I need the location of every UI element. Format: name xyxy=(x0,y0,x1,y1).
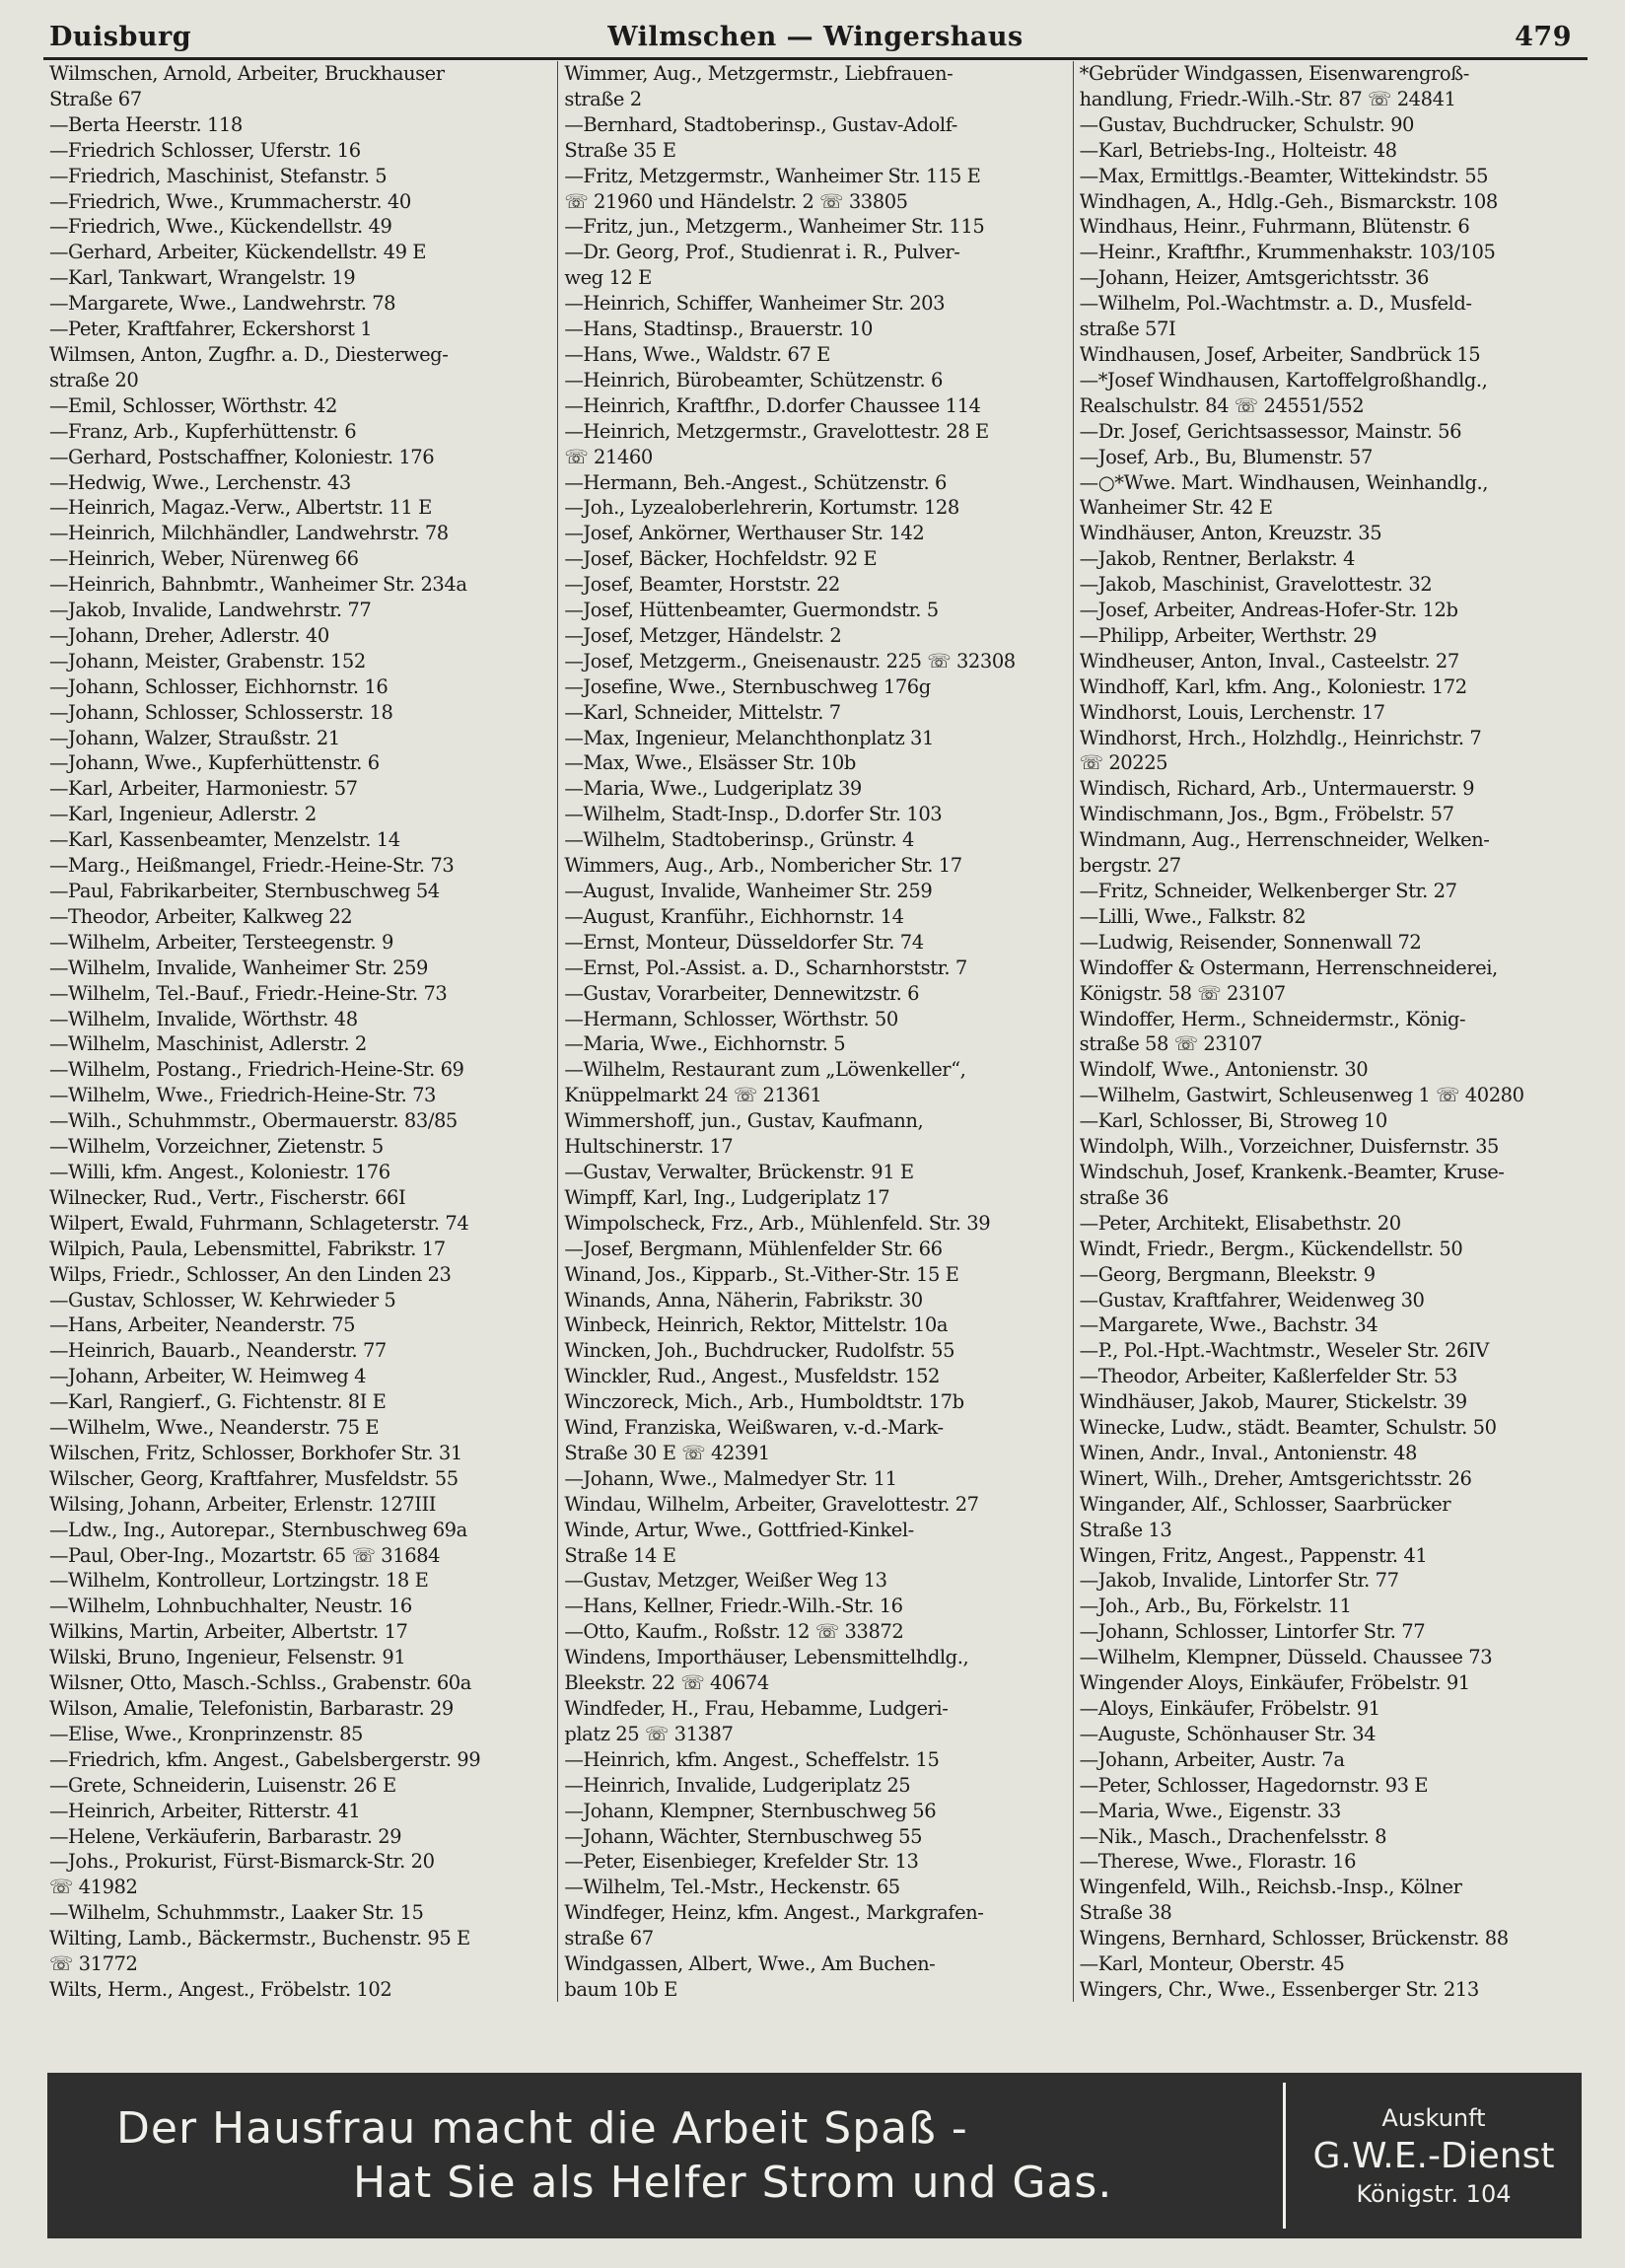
directory-entry: —○*Wwe. Mart. Windhausen, Weinhandlg., xyxy=(1079,470,1488,494)
header-city: Duisburg xyxy=(49,22,192,52)
directory-entry: —Hans, Arbeiter, Neanderstr. 75 xyxy=(49,1313,356,1337)
directory-entry: straße 67 xyxy=(564,1927,654,1950)
directory-entry: —Paul, Fabrikarbeiter, Sternbuschweg 54 xyxy=(49,880,440,902)
directory-entry: Wilpich, Paula, Lebensmittel, Fabrikstr. 17 xyxy=(49,1237,446,1260)
directory-entry: —Wilhelm, Maschinist, Adlerstr. 2 xyxy=(49,1032,367,1056)
directory-entry: Windhaus, Heinr., Fuhrmann, Blütenstr. 6 xyxy=(1079,215,1470,239)
page-header xyxy=(43,18,1588,60)
directory-entry: baum 10b E xyxy=(564,1977,677,2001)
directory-entry: Straße 67 xyxy=(49,87,142,110)
directory-entry: Winand, Jos., Kipparb., St.-Vither-Str. 15 E xyxy=(564,1262,959,1286)
directory-entry: Wilmschen, Arnold, Arbeiter, Bruckhauser xyxy=(49,62,445,85)
directory-entry: Wimmershoff, jun., Gustav, Kaufmann, xyxy=(564,1109,924,1133)
directory-entry: straße 20 xyxy=(49,368,139,391)
directory-entry: —Philipp, Arbeiter, Werthstr. 29 xyxy=(1079,623,1378,647)
directory-entry: —Joh., Lyzealoberlehrerin, Kortumstr. 128 xyxy=(564,496,959,520)
directory-entry: —August, Kranführ., Eichhornstr. 14 xyxy=(564,904,904,928)
directory-entry: Wilmsen, Anton, Zugfhr. a. D., Diesterweg- xyxy=(49,342,449,366)
directory-entry: —Wilhelm, Tel.-Mstr., Heckenstr. 65 xyxy=(564,1876,900,1899)
directory-entry: —Ldw., Ing., Autorepar., Sternbuschweg 69a xyxy=(49,1518,467,1541)
directory-entry: Windheuser, Anton, Inval., Casteelstr. 27 xyxy=(1079,649,1459,673)
directory-entry: —Karl, Tankwart, Wrangelstr. 19 xyxy=(49,266,356,290)
directory-entry: —Hans, Kellner, Friedr.-Wilh.-Str. 16 xyxy=(564,1595,903,1618)
directory-entry: —Johann, Klempner, Sternbuschweg 56 xyxy=(564,1799,937,1822)
page-number: 479 xyxy=(1515,22,1572,52)
directory-entry: Winert, Wilh., Dreher, Amtsgerichtsstr. 26 xyxy=(1079,1466,1472,1490)
directory-entry: Winands, Anna, Näherin, Fabrikstr. 30 xyxy=(564,1288,923,1311)
directory-entry: —Johann, Arbeiter, W. Heimweg 4 xyxy=(49,1365,367,1388)
directory-entry: Wincken, Joh., Buchdrucker, Rudolfstr. 55 xyxy=(564,1339,955,1363)
directory-entry: —Friedrich, kfm. Angest., Gabelsbergerstr. 99 xyxy=(49,1747,481,1771)
directory-entry: —Heinrich, Kraftfhr., D.dorfer Chaussee 114 xyxy=(564,393,981,417)
directory-entry: —Jakob, Invalide, Landwehrstr. 77 xyxy=(49,599,372,622)
directory-entry: Windischmann, Jos., Bgm., Fröbelstr. 57 xyxy=(1079,803,1454,826)
directory-entry: Wilski, Bruno, Ingenieur, Felsenstr. 91 xyxy=(49,1646,406,1669)
directory-entry: —Karl, Betriebs-Ing., Holteistr. 48 xyxy=(1079,138,1397,162)
directory-entry: —Karl, Schlosser, Bi, Stroweg 10 xyxy=(1079,1109,1387,1133)
directory-entry: Windolph, Wilh., Vorzeichner, Duisfernstr. 35 xyxy=(1079,1135,1499,1159)
ad-contact-address: Königstr. 104 xyxy=(1356,2179,1512,2208)
ad-contact-service: G.W.E.-Dienst xyxy=(1312,2135,1555,2176)
directory-entry: —Heinrich, Schiffer, Wanheimer Str. 203 xyxy=(564,292,946,316)
directory-entry: —Johann, Wächter, Sternbuschweg 55 xyxy=(564,1824,923,1848)
directory-entry: *Gebrüder Windgassen, Eisenwarengroß- xyxy=(1079,62,1469,85)
directory-entry: —Ernst, Monteur, Düsseldorfer Str. 74 xyxy=(564,930,924,954)
directory-entry: —Gustav, Schlosser, W. Kehrwieder 5 xyxy=(49,1288,396,1311)
directory-entry: weg 12 E xyxy=(564,266,652,290)
directory-entry: —Heinrich, Bahnbmtr., Wanheimer Str. 234a xyxy=(49,573,467,597)
directory-entry: —Dr. Josef, Gerichtsassessor, Mainstr. 56 xyxy=(1079,419,1462,443)
directory-entry: Wilscher, Georg, Kraftfahrer, Musfeldstr. 55 xyxy=(49,1466,459,1490)
directory-entry: —Wilhelm, Stadtoberinsp., Grünstr. 4 xyxy=(564,828,914,852)
directory-entry: —Gustav, Vorarbeiter, Dennewitzstr. 6 xyxy=(564,981,920,1005)
directory-entry: —Willi, kfm. Angest., Koloniestr. 176 xyxy=(49,1160,390,1183)
ad-contact-box xyxy=(1283,2083,1582,2229)
directory-entry: —Johann, Schlosser, Eichhornstr. 16 xyxy=(49,674,389,698)
directory-entry: Wimmer, Aug., Metzgermstr., Liebfrauen- xyxy=(564,62,954,85)
directory-entry: —Jakob, Rentner, Berlakstr. 4 xyxy=(1079,547,1355,571)
directory-entry: —Dr. Georg, Prof., Studienrat i. R., Pulver- xyxy=(564,241,960,264)
directory-entry: —Karl, Ingenieur, Adlerstr. 2 xyxy=(49,803,317,826)
directory-entry: straße 58 ☏ 23107 xyxy=(1079,1032,1263,1056)
directory-entry: Windhorst, Hrch., Holzhdlg., Heinrichstr. 7 xyxy=(1079,726,1482,749)
directory-entry: —Fritz, Schneider, Welkenberger Str. 27 xyxy=(1079,880,1457,902)
directory-entry: —Heinrich, kfm. Angest., Scheffelstr. 15 xyxy=(564,1747,940,1771)
directory-entry: Windhoff, Karl, kfm. Ang., Koloniestr. 172 xyxy=(1079,674,1467,698)
directory-entry: —Gerhard, Arbeiter, Kückendellstr. 49 E xyxy=(49,241,427,264)
directory-entry: Wingenfeld, Wilh., Reichsb.-Insp., Kölner xyxy=(1079,1876,1462,1899)
directory-entry: Winde, Artur, Wwe., Gottfried-Kinkel- xyxy=(564,1518,914,1541)
directory-entry: —Josef, Metzgerm., Gneisenaustr. 225 ☏ 32308 xyxy=(564,649,1016,673)
directory-entry: —Max, Ermittlgs.-Beamter, Wittekindstr. 55 xyxy=(1079,164,1489,187)
directory-entry: straße 57I xyxy=(1079,318,1176,341)
directory-entry: Wingen, Fritz, Angest., Pappenstr. 41 xyxy=(1079,1543,1428,1567)
directory-entry: —Jakob, Maschinist, Gravelottestr. 32 xyxy=(1079,573,1433,597)
directory-entry: —Josef, Bergmann, Mühlenfelder Str. 66 xyxy=(564,1237,943,1260)
directory-entry: Windt, Friedr., Bergm., Kückendellstr. 50 xyxy=(1079,1237,1463,1260)
directory-entry: —Emil, Schlosser, Wörthstr. 42 xyxy=(49,393,337,417)
directory-entry: —Karl, Arbeiter, Harmoniestr. 57 xyxy=(49,777,358,801)
directory-entry: —Ernst, Pol.-Assist. a. D., Scharnhorststr. 7 xyxy=(564,956,967,979)
directory-entry: platz 25 ☏ 31387 xyxy=(564,1722,734,1745)
directory-entry: Bleekstr. 22 ☏ 40674 xyxy=(564,1671,769,1695)
directory-entry: —Elise, Wwe., Kronprinzenstr. 85 xyxy=(49,1722,364,1745)
directory-entry: —Josef, Metzger, Händelstr. 2 xyxy=(564,623,842,647)
directory-entry: —Johann, Walzer, Straußstr. 21 xyxy=(49,726,340,749)
directory-entry: —Marg., Heißmangel, Friedr.-Heine-Str. 73 xyxy=(49,854,455,878)
directory-entry: —Therese, Wwe., Florastr. 16 xyxy=(1079,1850,1357,1874)
directory-entry: —Josefine, Wwe., Sternbuschweg 176g xyxy=(564,674,931,698)
directory-entry: Windhausen, Josef, Arbeiter, Sandbrück 15 xyxy=(1079,342,1481,366)
directory-entry: —Wilhelm, Klempner, Düsseld. Chaussee 73 xyxy=(1079,1646,1493,1669)
directory-entry: —Wilh., Schuhmmstr., Obermauerstr. 83/85 xyxy=(49,1109,458,1133)
directory-entry: —Theodor, Arbeiter, Kaßlerfelder Str. 53 xyxy=(1079,1365,1457,1388)
directory-entry: —Maria, Wwe., Eichhornstr. 5 xyxy=(564,1032,846,1056)
directory-entry: —Jakob, Invalide, Lintorfer Str. 77 xyxy=(1079,1569,1399,1593)
directory-entry: Wilpert, Ewald, Fuhrmann, Schlageterstr. 74 xyxy=(49,1211,469,1235)
directory-entry: —Wilhelm, Arbeiter, Tersteegenstr. 9 xyxy=(49,930,393,954)
directory-entry: Windens, Importhäuser, Lebensmittelhdlg., xyxy=(564,1646,969,1669)
directory-entry: —Johann, Schlosser, Schlosserstr. 18 xyxy=(49,700,393,724)
directory-entry: Wilts, Herm., Angest., Fröbelstr. 102 xyxy=(49,1977,392,2001)
directory-entry: Windmann, Aug., Herrenschneider, Welken- xyxy=(1079,828,1490,852)
directory-entry: —Gustav, Kraftfahrer, Weidenweg 30 xyxy=(1079,1288,1425,1311)
ad-slogan-line-1: Der Hausfrau macht die Arbeit Spaß - xyxy=(116,2103,968,2154)
directory-entry: —Margarete, Wwe., Bachstr. 34 xyxy=(1079,1313,1378,1337)
directory-entry: —Hans, Stadtinsp., Brauerstr. 10 xyxy=(564,318,873,341)
directory-entry: —Wilhelm, Wwe., Neanderstr. 75 E xyxy=(49,1416,380,1440)
directory-entry: —Peter, Schlosser, Hagedornstr. 93 E xyxy=(1079,1773,1429,1797)
directory-entry: Straße 38 xyxy=(1079,1901,1172,1925)
directory-entry: Straße 30 E ☏ 42391 xyxy=(564,1441,770,1464)
directory-entry: Straße 35 E xyxy=(564,138,676,162)
directory-entry: —Johann, Wwe., Kupferhüttenstr. 6 xyxy=(49,751,380,775)
directory-entry: Windoffer, Herm., Schneidermstr., König- xyxy=(1079,1007,1466,1030)
directory-entry: —Karl, Rangierf., G. Fichtenstr. 8I E xyxy=(49,1390,387,1414)
directory-entry: —Heinrich, Magaz.-Verw., Albertstr. 11 E xyxy=(49,496,432,520)
ad-contact-label: Auskunft xyxy=(1381,2103,1486,2132)
directory-entry: Wilkins, Martin, Arbeiter, Albertstr. 17 xyxy=(49,1620,408,1644)
directory-entry: —Heinrich, Weber, Nürenweg 66 xyxy=(49,547,359,571)
directory-entry: Wilson, Amalie, Telefonistin, Barbarastr. 29 xyxy=(49,1697,454,1720)
directory-entry: Wimmers, Aug., Arb., Nombericher Str. 17 xyxy=(564,854,962,878)
directory-entry: —Josef, Hüttenbeamter, Guermondstr. 5 xyxy=(564,599,939,622)
directory-entry: —Georg, Bergmann, Bleekstr. 9 xyxy=(1079,1262,1376,1286)
directory-entry: —August, Invalide, Wanheimer Str. 259 xyxy=(564,880,933,902)
directory-entry: —Hermann, Schlosser, Wörthstr. 50 xyxy=(564,1007,898,1030)
directory-entry: —Wilhelm, Restaurant zum „Löwenkeller“, xyxy=(564,1058,966,1082)
directory-entry: —Josef, Arbeiter, Andreas-Hofer-Str. 12b xyxy=(1079,599,1458,622)
directory-entry: —Ludwig, Reisender, Sonnenwall 72 xyxy=(1079,930,1422,954)
directory-entry: —Grete, Schneiderin, Luisenstr. 26 E xyxy=(49,1773,396,1797)
directory-entry: —Theodor, Arbeiter, Kalkweg 22 xyxy=(49,904,353,928)
directory-entry: —Johs., Prokurist, Fürst-Bismarck-Str. 20 xyxy=(49,1850,435,1874)
directory-entry: —Wilhelm, Schuhmmstr., Laaker Str. 15 xyxy=(49,1901,424,1925)
directory-entry: —Peter, Kraftfahrer, Eckershorst 1 xyxy=(49,318,373,341)
directory-entry: ☏ 20225 xyxy=(1079,751,1168,775)
directory-entry: straße 2 xyxy=(564,87,642,110)
directory-entry: handlung, Friedr.-Wilh.-Str. 87 ☏ 24841 xyxy=(1079,87,1456,110)
directory-column-1 xyxy=(43,61,558,2002)
directory-entry: Windisch, Richard, Arb., Untermauerstr. 9 xyxy=(1079,777,1475,801)
directory-entry: —Friedrich, Maschinist, Stefanstr. 5 xyxy=(49,164,388,187)
directory-entry: —Johann, Schlosser, Lintorfer Str. 77 xyxy=(1079,1620,1426,1644)
directory-entry: —Wilhelm, Tel.-Bauf., Friedr.-Heine-Str. 73 xyxy=(49,981,448,1005)
directory-entry: Straße 14 E xyxy=(564,1543,676,1567)
directory-entry: —Gerhard, Postschaffner, Koloniestr. 176 xyxy=(49,445,435,468)
directory-entry: Winbeck, Heinrich, Rektor, Mittelstr. 10a xyxy=(564,1313,949,1337)
directory-entry: —Wilhelm, Lohnbuchhalter, Neustr. 16 xyxy=(49,1595,412,1618)
directory-entry: —Fritz, Metzgermstr., Wanheimer Str. 115 E xyxy=(564,164,981,187)
directory-entry: —Johann, Heizer, Amtsgerichtsstr. 36 xyxy=(1079,266,1429,290)
directory-entry: straße 36 xyxy=(1079,1185,1168,1209)
directory-entry: Wimpolscheck, Frz., Arb., Mühlenfeld. Str. 39 xyxy=(564,1211,991,1235)
directory-columns xyxy=(43,61,1588,2002)
directory-entry: —Otto, Kaufm., Roßstr. 12 ☏ 33872 xyxy=(564,1620,904,1644)
directory-entry: —Maria, Wwe., Eigenstr. 33 xyxy=(1079,1799,1341,1822)
directory-entry: —Heinrich, Bürobeamter, Schützenstr. 6 xyxy=(564,368,943,391)
directory-entry: —Joh., Arb., Bu, Förkelstr. 11 xyxy=(1079,1595,1352,1618)
directory-entry: —Heinrich, Arbeiter, Ritterstr. 41 xyxy=(49,1799,361,1822)
directory-entry: —Max, Ingenieur, Melanchthonplatz 31 xyxy=(564,726,934,749)
directory-entry: Realschulstr. 84 ☏ 24551/552 xyxy=(1079,393,1365,417)
directory-entry: Hultschinerstr. 17 xyxy=(564,1135,734,1159)
directory-entry: —Karl, Schneider, Mittelstr. 7 xyxy=(564,700,841,724)
directory-entry: —Karl, Kassenbeamter, Menzelstr. 14 xyxy=(49,828,400,852)
directory-entry: —Johann, Wwe., Malmedyer Str. 11 xyxy=(564,1466,897,1490)
directory-entry: Windhäuser, Jakob, Maurer, Stickelstr. 39 xyxy=(1079,1390,1467,1414)
directory-entry: ☏ 41982 xyxy=(49,1876,138,1899)
directory-entry: Windhorst, Louis, Lerchenstr. 17 xyxy=(1079,700,1385,724)
directory-entry: —Gustav, Metzger, Weißer Weg 13 xyxy=(564,1569,887,1593)
directory-entry: —Karl, Monteur, Oberstr. 45 xyxy=(1079,1952,1345,1976)
directory-entry: Königstr. 58 ☏ 23107 xyxy=(1079,981,1286,1005)
directory-entry: —Wilhelm, Wwe., Friedrich-Heine-Str. 73 xyxy=(49,1084,437,1107)
directory-entry: Wingers, Chr., Wwe., Essenberger Str. 213 xyxy=(1079,1977,1479,2001)
directory-entry: —Wilhelm, Invalide, Wörthstr. 48 xyxy=(49,1007,358,1030)
directory-entry: —Heinrich, Metzgermstr., Gravelottestr. 28 E xyxy=(564,419,989,443)
directory-entry: —Friedrich Schlosser, Uferstr. 16 xyxy=(49,138,361,162)
directory-entry: —Wilhelm, Stadt-Insp., D.dorfer Str. 103 xyxy=(564,803,943,826)
directory-entry: Winczoreck, Mich., Arb., Humboldtstr. 17b xyxy=(564,1390,964,1414)
directory-entry: —Hedwig, Wwe., Lerchenstr. 43 xyxy=(49,470,351,494)
directory-entry: —Wilhelm, Vorzeichner, Zietenstr. 5 xyxy=(49,1135,384,1159)
directory-entry: Wanheimer Str. 42 E xyxy=(1079,496,1273,520)
directory-entry: Windfeger, Heinz, kfm. Angest., Markgrafen- xyxy=(564,1901,984,1925)
directory-entry: —Hermann, Beh.-Angest., Schützenstr. 6 xyxy=(564,470,947,494)
directory-entry: —Aloys, Einkäufer, Fröbelstr. 91 xyxy=(1079,1697,1380,1720)
directory-entry: —Wilhelm, Kontrolleur, Lortzingstr. 18 E xyxy=(49,1569,429,1593)
directory-entry: —Friedrich, Wwe., Kückendellstr. 49 xyxy=(49,215,392,239)
directory-entry: Straße 13 xyxy=(1079,1518,1172,1541)
directory-entry: Windhäuser, Anton, Kreuzstr. 35 xyxy=(1079,522,1382,545)
directory-entry: —Maria, Wwe., Ludgeriplatz 39 xyxy=(564,777,862,801)
directory-entry: —Auguste, Schönhauser Str. 34 xyxy=(1079,1722,1377,1745)
directory-entry: —Josef, Arb., Bu, Blumenstr. 57 xyxy=(1079,445,1373,468)
directory-entry: Windhagen, A., Hdlg.-Geh., Bismarckstr. 108 xyxy=(1079,189,1498,213)
directory-entry: Windolf, Wwe., Antonienstr. 30 xyxy=(1079,1058,1369,1082)
directory-entry: —Gustav, Buchdrucker, Schulstr. 90 xyxy=(1079,112,1415,136)
directory-entry: Winckler, Rud., Angest., Musfeldstr. 152 xyxy=(564,1365,940,1388)
directory-entry: —Heinr., Kraftfhr., Krummenhakstr. 103/105 xyxy=(1079,241,1496,264)
directory-entry: —Johann, Dreher, Adlerstr. 40 xyxy=(49,623,329,647)
header-name-range: Wilmschen — Wingershaus xyxy=(607,22,1024,52)
directory-entry: Windfeder, H., Frau, Hebamme, Ludgeri- xyxy=(564,1697,949,1720)
directory-entry: —Heinrich, Bauarb., Neanderstr. 77 xyxy=(49,1339,387,1363)
directory-entry: —Wilhelm, Postang., Friedrich-Heine-Str. 69 xyxy=(49,1058,464,1082)
directory-entry: —Peter, Architekt, Elisabethstr. 20 xyxy=(1079,1211,1401,1235)
directory-entry: —Gustav, Verwalter, Brückenstr. 91 E xyxy=(564,1160,914,1183)
directory-entry: —Johann, Meister, Grabenstr. 152 xyxy=(49,649,366,673)
directory-entry: —Friedrich, Wwe., Krummacherstr. 40 xyxy=(49,189,411,213)
directory-entry: —Wilhelm, Pol.-Wachtmstr. a. D., Musfeld- xyxy=(1079,292,1472,316)
directory-entry: Windschuh, Josef, Krankenk.-Beamter, Kruse- xyxy=(1079,1160,1505,1183)
directory-entry: ☏ 31772 xyxy=(49,1952,138,1976)
directory-entry: Winen, Andr., Inval., Antonienstr. 48 xyxy=(1079,1441,1417,1464)
directory-entry: —Wilhelm, Invalide, Wanheimer Str. 259 xyxy=(49,956,429,979)
directory-entry: Wilnecker, Rud., Vertr., Fischerstr. 66I xyxy=(49,1185,406,1209)
directory-entry: —Johann, Arbeiter, Austr. 7a xyxy=(1079,1747,1345,1771)
directory-entry: —Heinrich, Invalide, Ludgeriplatz 25 xyxy=(564,1773,911,1797)
directory-column-2 xyxy=(558,61,1073,2002)
directory-entry: —Lilli, Wwe., Falkstr. 82 xyxy=(1079,904,1307,928)
directory-entry: —Helene, Verkäuferin, Barbarastr. 29 xyxy=(49,1824,402,1848)
directory-entry: Wilsner, Otto, Masch.-Schlss., Grabenstr. 60a xyxy=(49,1671,471,1695)
directory-entry: Winecke, Ludw., städt. Beamter, Schulstr. 50 xyxy=(1079,1416,1497,1440)
directory-entry: —Margarete, Wwe., Landwehrstr. 78 xyxy=(49,292,396,316)
directory-entry: ☏ 21960 und Händelstr. 2 ☏ 33805 xyxy=(564,189,908,213)
directory-entry: Wingander, Alf., Schlosser, Saarbrücker xyxy=(1079,1492,1451,1516)
directory-column-3 xyxy=(1074,61,1588,2002)
directory-entry: —Fritz, jun., Metzgerm., Wanheimer Str. 115 xyxy=(564,215,985,239)
ad-slogan xyxy=(47,2073,1283,2238)
directory-entry: —*Josef Windhausen, Kartoffelgroßhandlg., xyxy=(1079,368,1488,391)
directory-entry: —Paul, Ober-Ing., Mozartstr. 65 ☏ 31684 xyxy=(49,1543,441,1567)
directory-entry: —Max, Wwe., Elsässer Str. 10b xyxy=(564,751,856,775)
directory-entry: Wilting, Lamb., Bäckermstr., Buchenstr. 95 E xyxy=(49,1927,470,1950)
directory-entry: —Josef, Bäcker, Hochfeldstr. 92 E xyxy=(564,547,878,571)
directory-entry: Wilschen, Fritz, Schlosser, Borkhofer Str. 31 xyxy=(49,1441,462,1464)
directory-entry: —Josef, Ankörner, Werthauser Str. 142 xyxy=(564,522,925,545)
directory-entry: Knüppelmarkt 24 ☏ 21361 xyxy=(564,1084,822,1107)
directory-entry: —P., Pol.-Hpt.-Wachtmstr., Weseler Str. 26IV xyxy=(1079,1339,1489,1363)
directory-entry: —Heinrich, Milchhändler, Landwehrstr. 78 xyxy=(49,522,449,545)
directory-entry: Windau, Wilhelm, Arbeiter, Gravelottestr. 27 xyxy=(564,1492,979,1516)
directory-entry: Windgassen, Albert, Wwe., Am Buchen- xyxy=(564,1952,936,1976)
directory-entry: Windoffer & Ostermann, Herrenschneiderei, xyxy=(1079,956,1498,979)
directory-entry: Wilsing, Johann, Arbeiter, Erlenstr. 127III xyxy=(49,1492,437,1516)
directory-entry: Wilps, Friedr., Schlosser, An den Linden 23 xyxy=(49,1262,452,1286)
directory-entry: —Wilhelm, Gastwirt, Schleusenweg 1 ☏ 40280 xyxy=(1079,1084,1524,1107)
directory-entry: —Peter, Eisenbieger, Krefelder Str. 13 xyxy=(564,1850,919,1874)
directory-entry: Wingens, Bernhard, Schlosser, Brückenstr. 88 xyxy=(1079,1927,1509,1950)
directory-entry: Wimpff, Karl, Ing., Ludgeriplatz 17 xyxy=(564,1185,890,1209)
directory-entry: bergstr. 27 xyxy=(1079,854,1181,878)
directory-entry: —Franz, Arb., Kupferhüttenstr. 6 xyxy=(49,419,357,443)
directory-entry: Wind, Franziska, Weißwaren, v.-d.-Mark- xyxy=(564,1416,944,1440)
directory-entry: —Bernhard, Stadtoberinsp., Gustav-Adolf- xyxy=(564,112,957,136)
directory-entry: —Nik., Masch., Drachenfelsstr. 8 xyxy=(1079,1824,1387,1848)
directory-entry: —Josef, Beamter, Horststr. 22 xyxy=(564,573,840,597)
ad-slogan-line-2: Hat Sie als Helfer Strom und Gas. xyxy=(353,2158,1113,2208)
advertisement-banner xyxy=(47,2073,1582,2238)
directory-entry: ☏ 21460 xyxy=(564,445,653,468)
directory-entry: —Hans, Wwe., Waldstr. 67 E xyxy=(564,342,830,366)
directory-entry: —Berta Heerstr. 118 xyxy=(49,112,243,136)
directory-entry: Wingender Aloys, Einkäufer, Fröbelstr. 91 xyxy=(1079,1671,1470,1695)
